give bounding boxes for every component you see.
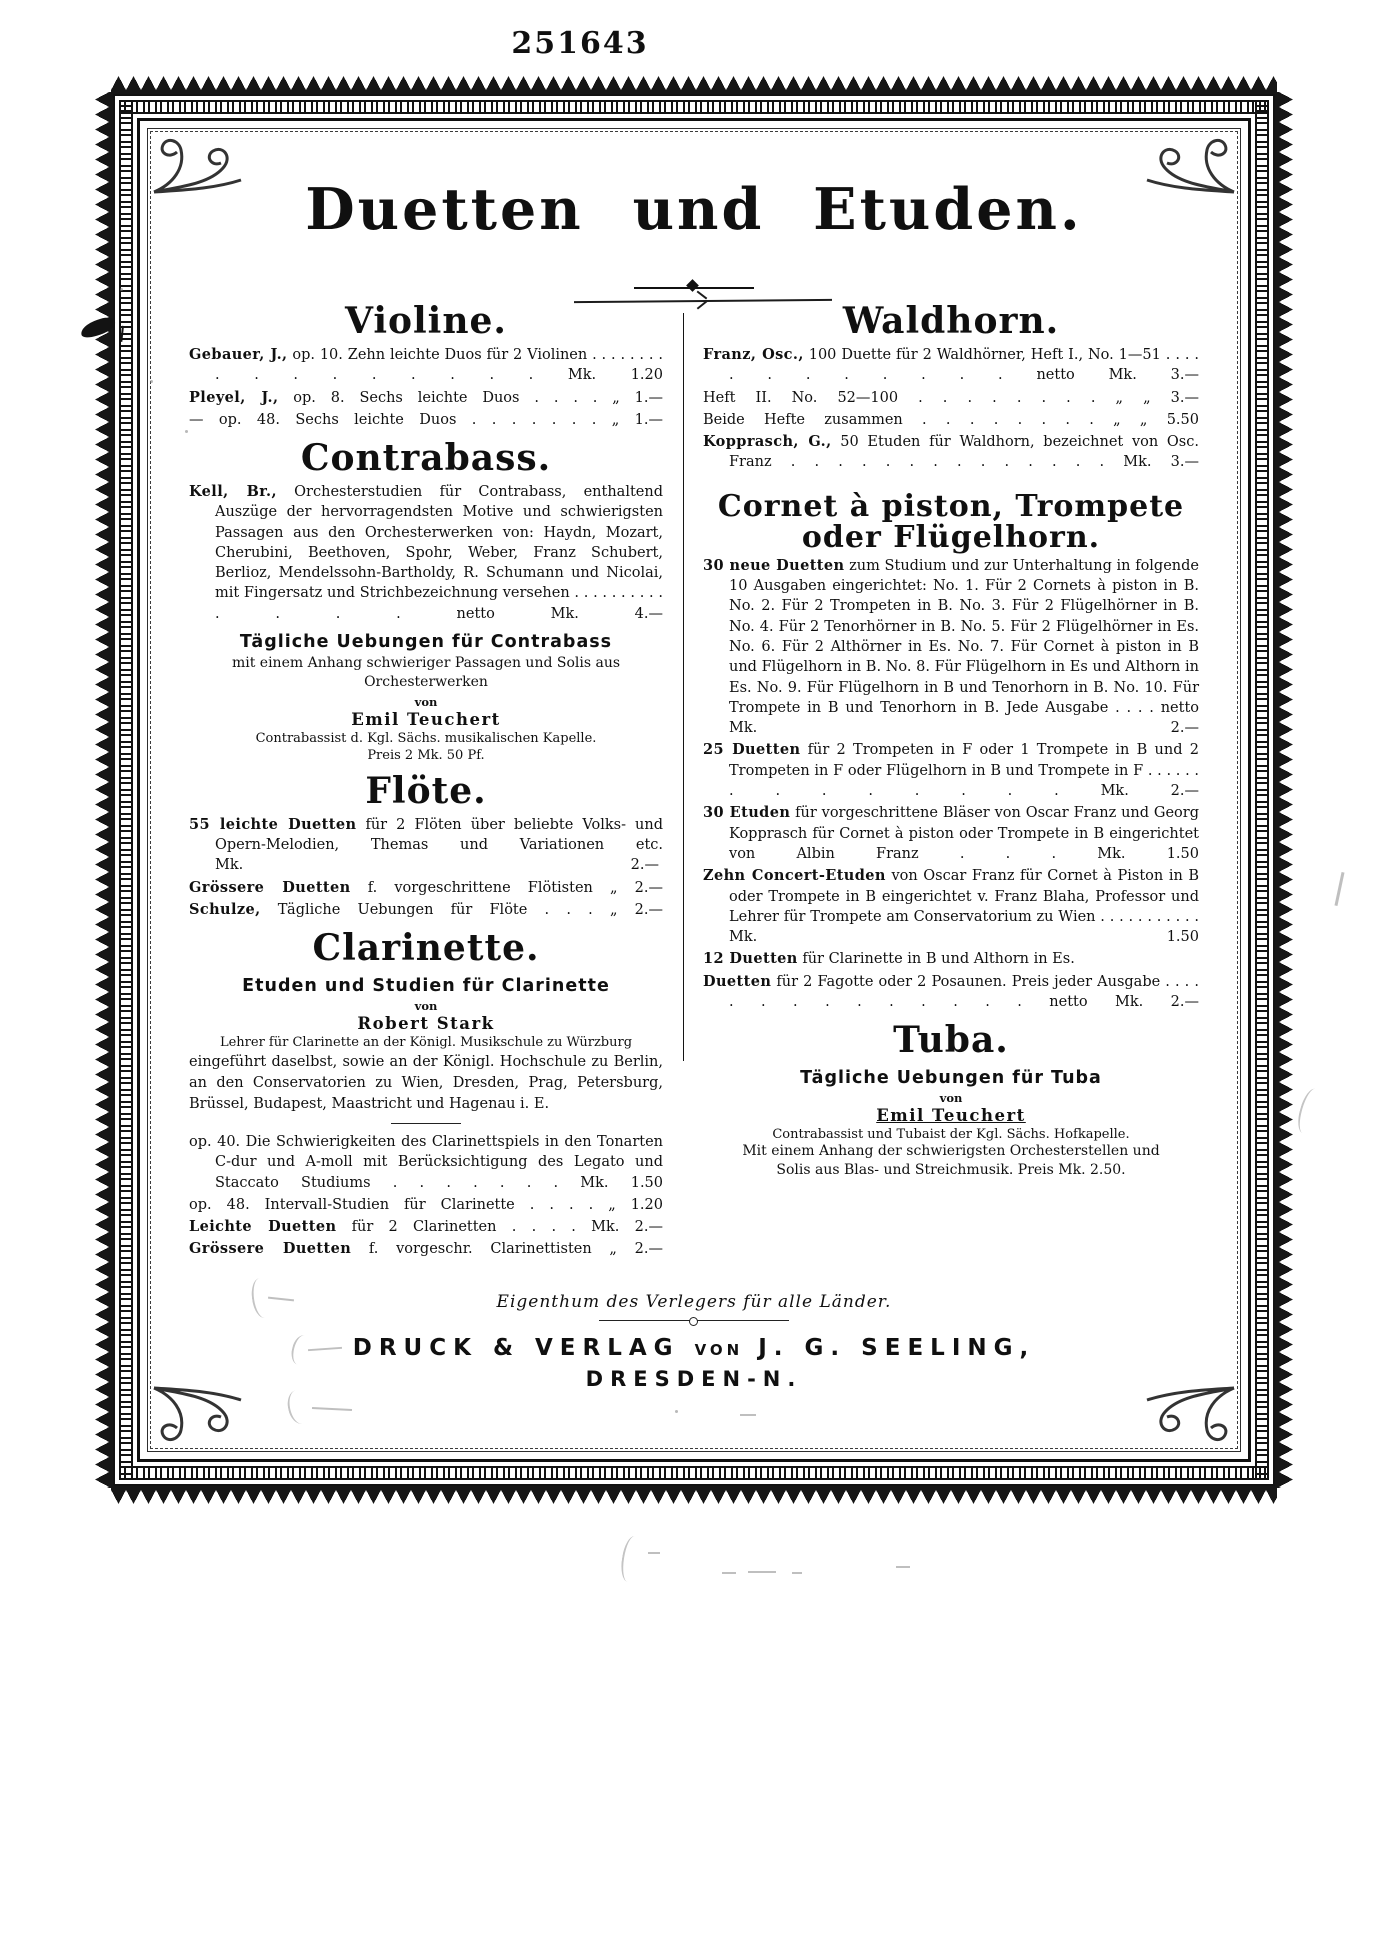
imprint-footer [189, 1292, 1199, 1391]
ink-speck [150, 380, 153, 383]
catalog-entry [703, 388, 1199, 408]
section-heading-clarinette: Clarinette. [312, 927, 540, 970]
price-note: Preis 2 Mk. 50 Pf. [367, 747, 485, 763]
work-title: Tägliche Uebungen für Contrabass [239, 632, 613, 653]
byline-von: von [414, 998, 438, 1013]
entry-lead: Zehn Concert-Etuden [703, 867, 886, 885]
border-fringe-right [1275, 92, 1293, 1488]
catalog-entry [703, 803, 1199, 864]
entry-text: für 2 Trompeten in F oder 1 Trompete in B und 2 Trompeten in F oder Flügelhorn in B und Trompete in F . . . . . . . . . . . . . . Mk. 2.— [729, 742, 1199, 800]
entry-text: Heft II. No. 52—100 . . . . . . . . „ „ 3.— [703, 389, 1199, 406]
entry-lead: Franz, Osc., [703, 345, 804, 363]
border-meander-right [1255, 100, 1269, 1480]
border-meander-top [119, 100, 1269, 114]
right-column [703, 300, 1200, 1262]
entry-lead: Gebauer, J., [189, 345, 288, 363]
catalog-entry [189, 388, 663, 408]
entry-text: op. 40. Die Schwierigkeiten des Clarinettspiels in den Tonarten C-dur und A-moll mit Berücksichtigung des Legato und Staccato Studiums . . . . . . . Mk. 1.50 [189, 1133, 663, 1191]
border-fringe-bottom [111, 1486, 1277, 1504]
publisher-name: DRUCK & VERLAG [352, 1334, 680, 1361]
pencil-mark-below-frame [619, 1535, 644, 1583]
entry-price: Mk. 2.— [215, 857, 659, 874]
entry-text: 100 Duette für 2 Waldhörner, Heft I., No. 1—51 . . . . . . . . . . . . netto Mk. 3.— [729, 346, 1200, 384]
author-name: Emil Teuchert [876, 1106, 1026, 1126]
pencil-mark-right-margin [1294, 1086, 1324, 1135]
section-heading-cornet-line1: Cornet à piston, Trompete [717, 488, 1185, 524]
entry-text: op. 48. Intervall-Studien für Clarinette . . . . „ 1.20 [189, 1196, 663, 1213]
work-title: Tägliche Uebungen für Tuba [800, 1068, 1102, 1089]
border-meander-left [119, 100, 133, 1480]
catalog-entry [189, 1239, 663, 1259]
publisher-von: VON [694, 1340, 744, 1359]
entry-text: Beide Hefte zusammen . . . . . . . . „ „ 5.50 [703, 411, 1199, 428]
entry-text: op. 10. Zehn leichte Duos für 2 Violinen . . . . . . . . . . . . . . . . . Mk. 1.20 [215, 346, 663, 384]
pencil-mark-below-frame [648, 1552, 660, 1554]
border-fringe-left [95, 92, 113, 1488]
catalog-entry [703, 345, 1199, 386]
title-divider-ornament [634, 281, 754, 289]
byline-von: von [414, 694, 438, 709]
author-note: Contrabassist und Tubaist der Kgl. Sächs. Hofkapelle. [772, 1127, 1130, 1143]
author-note: Lehrer für Clarinette an der Königl. Musikschule zu Würzburg [219, 1034, 633, 1050]
section-heading-violine: Violine. [345, 300, 507, 343]
entry-text: Tägliche Uebungen für Flöte . . . „ 2.— [260, 901, 663, 918]
catalog-entry [703, 866, 1199, 947]
catalog-entry [189, 345, 663, 386]
author-name: Emil Teuchert [351, 709, 501, 729]
plate-number: 251643 [511, 26, 649, 61]
page-title: Duetten und Etuden. [305, 176, 1083, 243]
section-heading-tuba: Tuba. [893, 1019, 1009, 1062]
entry-text: für Clarinette in B und Althorn in Es. [797, 951, 1075, 968]
entry-text: zum Studium und zur Unterhaltung in folgende 10 Ausgaben eingerichtet: No. 1. Für 2 Cornets à piston in B. No. 2. Für 2 Trompeten in B. No. 3. Für 2 Flügelhörner in B. No. 4. Für 2 Tenorhörner in B. No. 5. Für 2 Flügelhörner in Es. No. 6. Für 2 Althörner in Es. No. 7. Für Cornet à piston in B und Flügelhorn in B. No. 8. Für Flügelhorn in Es und Althorn in Es. No. 9. Für Flügelhorn in B und Tenorhorn in B. No. 10. Für Trompete in B und Tenorhorn in B. Jede Ausgabe . . . . netto Mk. 2.— [729, 557, 1200, 737]
entry-lead: 30 neue Duetten [703, 556, 845, 574]
entry-lead: Grössere Duetten [189, 878, 351, 896]
section-heading-contrabass: Contrabass. [300, 437, 552, 480]
catalog-entry [189, 900, 663, 920]
entry-text: f. vorgeschr. Clarinettisten „ 2.— [351, 1241, 663, 1258]
entry-text: f. vorgeschrittene Flötisten „ 2.— [350, 879, 663, 896]
entry-lead: 12 Duetten [703, 950, 798, 968]
pencil-mark-below-frame [748, 1571, 776, 1573]
small-divider-rule [391, 1123, 461, 1124]
entry-lead: Schulze, [189, 900, 261, 918]
ink-speck [120, 288, 123, 291]
entry-text: für vorgeschrittene Bläser von Oscar Franz und Georg Kopprasch für Cornet à piston oder Trompete in B eingerichtet von Albin Franz . . . Mk. 1.50 [729, 805, 1199, 862]
entry-text: für 2 Clarinetten . . . . Mk. 2.— [336, 1219, 663, 1236]
entry-lead: Kopprasch, G., [703, 433, 832, 451]
entry-lead: 55 leichte Duetten [189, 815, 357, 833]
work-subtitle: Orchesterwerken [364, 673, 488, 690]
entry-lead: Leichte Duetten [189, 1218, 337, 1236]
entry-lead: 30 Etuden [703, 804, 791, 822]
catalog-entry [703, 740, 1199, 801]
footer-divider-ornament [599, 1320, 789, 1321]
entry-lead: 25 Duetten [703, 741, 801, 759]
catalog-entry [189, 878, 663, 898]
entry-text: Orchesterstudien für Contrabass, enthaltend Auszüge der hervorragendsten Motive und schwierigsten Passagen aus den Orchesterwerken von: Haydn, Mozart, Cherubini, Beethoven, Spohr, Weber, Franz Schubert, Berlioz, Mendelssohn-Bartholdy, R. Schumann und Nicolai, mit Fingersatz und Strichbezeichnung versehen . . . . . . . . . . . . . . netto Mk. 4.— [215, 483, 663, 622]
author-name: Robert Stark [357, 1013, 495, 1033]
section-heading-waldhorn: Waldhorn. [842, 300, 1060, 343]
column-divider-rule [683, 313, 684, 1061]
two-column-layout [189, 300, 1200, 1262]
section-heading-cornet [703, 488, 1199, 556]
catalog-entry [703, 972, 1199, 1013]
pencil-mark [740, 1414, 756, 1416]
catalog-entry [189, 1132, 663, 1193]
pencil-mark-below-frame [792, 1572, 802, 1574]
pencil-mark-below-frame [722, 1572, 736, 1574]
work-subtitle: mit einem Anhang schwieriger Passagen und Solis aus [231, 655, 621, 672]
catalog-entry [703, 410, 1199, 430]
pencil-mark-below-frame [896, 1566, 910, 1568]
catalog-entry [703, 556, 1199, 739]
entry-text: für 2 Fagotte oder 2 Posaunen. Preis jeder Ausgabe . . . . . . . . . . . . . . netto Mk. 2.— [729, 973, 1199, 1010]
catalog-entry [703, 949, 1199, 969]
entry-lead: Pleyel, J., [189, 388, 279, 406]
section-heading-cornet-line2: oder Flügelhorn. [801, 520, 1101, 556]
border-meander-bottom [119, 1466, 1269, 1480]
publisher-firm: J. G. SEELING, [758, 1334, 1036, 1361]
entry-text: für 2 Flöten über beliebte Volks- und Opern-Melodien, Themas und Variationen etc. [215, 816, 664, 853]
work-title: Etuden und Studien für Clarinette [242, 975, 610, 996]
copyright-line: Eigenthum des Verlegers für alle Länder. [496, 1291, 892, 1312]
page-content [161, 134, 1227, 1446]
author-note: Contrabassist d. Kgl. Sächs. musikalischen Kapelle. [255, 730, 597, 746]
catalog-entry [189, 1195, 663, 1215]
catalog-entry [189, 482, 663, 624]
entry-text: von Oscar Franz für Cornet à Piston in B oder Trompete in B eingerichtet v. Franz Blaha, Professor und Lehrer für Trompete am Conservatorium zu Wien . . . . . . . . . . . Mk. 1.50 [729, 868, 1200, 946]
publisher-city: DRESDEN-N. [585, 1366, 803, 1391]
entry-text: 50 Etuden für Waldhorn, bezeichnet von Osc. Franz . . . . . . . . . . . . . . Mk. 3.— [729, 434, 1199, 471]
entry-lead: Kell, Br., [189, 482, 277, 500]
section-heading-floete: Flöte. [365, 769, 487, 812]
catalog-entry [703, 432, 1199, 473]
catalog-entry [189, 1217, 663, 1237]
entry-lead: Grössere Duetten [189, 1240, 352, 1258]
ink-speck [185, 430, 188, 433]
work-description: Solis aus Blas- und Streichmusik. Preis Mk. 2.50. [776, 1161, 1126, 1178]
border-fringe-top [111, 76, 1277, 94]
description-paragraph: eingeführt daselbst, sowie an der Königl. Hochschule zu Berlin, an den Conservatorien zu Wien, Dresden, Prag, Petersburg, Brüssel, Budapest, Maastricht und Hagenau i. E. [189, 1053, 663, 1112]
entry-text: — op. 48. Sechs leichte Duos . . . . . . . „ 1.— [189, 411, 663, 428]
work-description: Mit einem Anhang der schwierigsten Orchesterstellen und [742, 1143, 1160, 1160]
catalog-entry [189, 815, 663, 876]
pencil-mark [675, 1410, 678, 1413]
entry-text: op. 8. Sechs leichte Duos . . . . „ 1.— [278, 389, 663, 406]
ornamental-frame [95, 76, 1293, 1504]
byline-von: von [939, 1091, 963, 1106]
left-column [189, 300, 664, 1262]
entry-lead: Duetten [703, 972, 772, 990]
catalog-entry [189, 410, 663, 430]
pencil-mark-right-margin [1334, 872, 1344, 906]
